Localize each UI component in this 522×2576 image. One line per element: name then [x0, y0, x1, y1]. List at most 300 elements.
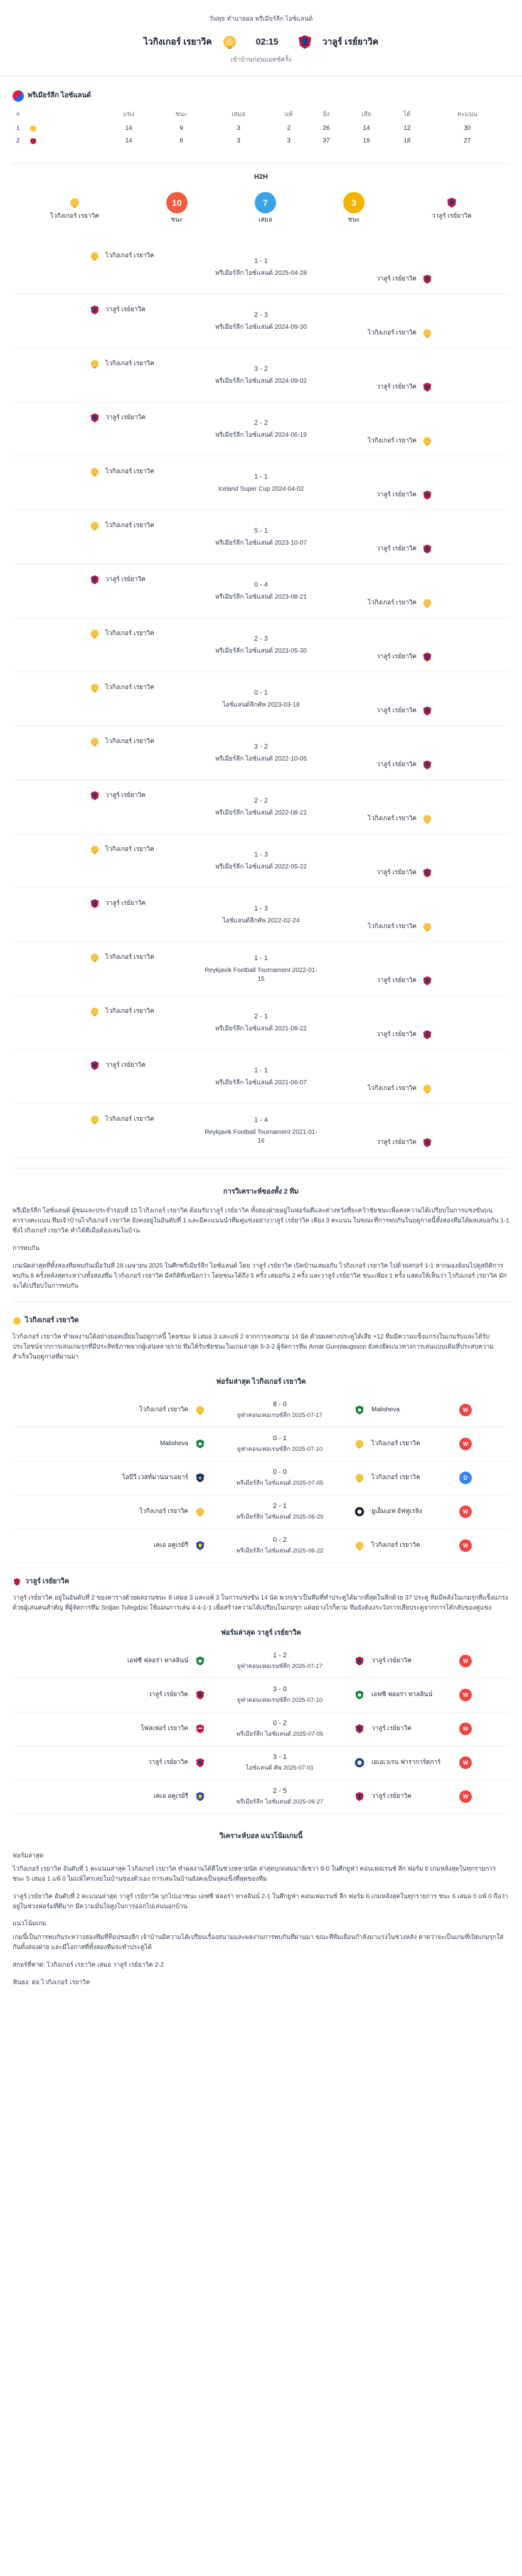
col-ga: เสีย: [361, 111, 371, 118]
red-crest-icon: [445, 196, 459, 210]
recent-match-row[interactable]: [13, 1679, 509, 1713]
col-pts: คะแนน: [457, 111, 477, 118]
h2h-center: [205, 419, 317, 440]
h2h-draws: [255, 192, 276, 225]
yellow-crest-icon: [88, 357, 102, 371]
h2h-team-name: ไวกิงเกอร์ เรยาวิค: [368, 599, 417, 606]
match-meta: วันพุธ ทำนายผล พรีเมียร์ลีก ไอซ์แลนด์: [209, 16, 313, 23]
red-crest-icon: [420, 1136, 434, 1150]
h2h-right-team: [317, 1136, 434, 1150]
row-gf: 37: [322, 137, 330, 144]
h2h-right-team: [317, 974, 434, 988]
analysis-paragraph-1: พรีเมียร์ลีก ไอซ์แลนด์ ผู้ชมและประจำรอบที่ 15 ไวกิงเกอร์ เรยาวิค ต้อนรับวาลูร์ เรย์ยาวิค ทั้งสองฝ่ายอยู่ในฟอร์มดีและต่างหวังที่จะคว้าชัยชนะเพื่อคงความได้เปรียบในการแข่งขันบนตารางคะแนน ทีมเจ้าบ้านไวกิงเกอร์ เรยาวิค ยังคงอยู่ในอันดับที่ 1 และมีคะแนนนำทีมคู่แข่งอย่างวาลูร์ เรย์ยาวิค เพียง 3 คะแนน ในขณะที่การพบกันในฤดูกาลนี้ทั้งสองทีมได้ผลเสมอกัน 1-1 ซึ่งไวกิงเกอร์ เรยาวิค ทำได้ดีเมื่อต้องเล่นในบ้าน: [13, 1207, 509, 1234]
recent-score: 3 - 1: [272, 1753, 287, 1761]
recent-match-row[interactable]: [13, 1713, 509, 1746]
recent-away-name: วาลูร์ เรย์ยาวิค: [371, 1792, 412, 1800]
red-crest-icon: [420, 488, 434, 502]
h2h-team-name: วาลูร์ เรย์ยาวิค: [376, 707, 417, 714]
draws-label: เสมอ: [258, 216, 272, 224]
navy-crest-icon: [353, 1756, 366, 1770]
yellow-crest-icon: [420, 434, 434, 448]
h2h-match-row[interactable]: [13, 996, 509, 1050]
h2h-competition-date: พรีเมียร์ลีก ไอซ์แลนด์ 2023-05-30: [215, 648, 307, 655]
h2h-left-team: [88, 465, 205, 479]
recent-center: [207, 1536, 353, 1556]
yellow-crest-icon: [420, 1082, 434, 1096]
table-row[interactable]: [13, 122, 509, 136]
recent-home-name: เคเอ อคูเรย์รี: [153, 1792, 188, 1800]
h2h-home-team[interactable]: [50, 196, 99, 222]
h2h-team-name: ไวกิงเกอร์ เรยาวิค: [368, 1084, 417, 1092]
h2h-center: [205, 904, 317, 926]
recent-competition-date: พรีเมียร์ลีก ไอซ์แลนด์ 2025-07-05: [236, 1480, 324, 1487]
yellow-crest-icon: [193, 1505, 207, 1519]
row-gd: 12: [403, 124, 411, 132]
col-team: [28, 108, 103, 122]
h2h-competition-date: ไอซ์แลนด์ลีกคัพ 2023-03-18: [222, 702, 300, 709]
h2h-left-team: [88, 573, 205, 587]
home-team-section-head: [13, 1316, 509, 1326]
h2h-team-name: ไวกิงเกอร์ เรยาวิค: [105, 521, 154, 529]
recent-competition-date: ยูฟ่าคอนเฟอเรนซ์ลีก 2025-07-10: [237, 1697, 322, 1704]
h2h-right-team: [317, 488, 434, 502]
red-crest-icon: [193, 1688, 207, 1702]
red-crest-icon: [420, 974, 434, 988]
recent-home-name: วาลูร์ เรย์ยาวิค: [148, 1758, 188, 1766]
h2h-team-name: วาลูร์ เรย์ยาวิค: [105, 414, 146, 421]
h2h-match-row[interactable]: [13, 780, 509, 834]
recent-away: [353, 1539, 447, 1553]
h2h-score: 2 - 2: [253, 419, 268, 427]
h2h-score: 2 - 3: [253, 311, 268, 319]
h2h-competition-date: ไอซ์แลนด์ลีกคัพ 2022-02-24: [222, 917, 300, 925]
recent-match-row[interactable]: [13, 1746, 509, 1780]
h2h-left-team: [88, 303, 205, 317]
home-recent-title: ฟอร์มล่าสุด ไวกิงเกอร์ เรยาวิค: [216, 1377, 306, 1386]
recent-away-name: ไวกิงเกอร์ เรยาวิค: [371, 1440, 420, 1447]
match-time: 02:15: [255, 36, 279, 47]
h2h-score: 2 - 3: [253, 635, 268, 643]
h2h-competition-date: พรีเมียร์ลีก ไอซ์แลนด์ 2024-09-02: [215, 378, 307, 385]
away-recent-list: [0, 1645, 522, 1814]
prediction-paragraph-2: วาลูร์ เรย์ยาวิค อันดับที่ 2 คะแนนล่าสุด วาลูร์ เรย์ยาวิค บุกไปเอาชนะ เอฟซี ฟลอร่า ทาลลินน์ 2-1 ในศึกยูฟ่า คอนเฟอเรนซ์ ลีก ฟอร์ม 6 เกมหลังสุดในทุกรายการ ชนะ 6 เสมอ 0 แพ้ 0 ถือว่าอยู่ในช่วงฟอร์มที่ดีมาก มีความมั่นใจสูงในการออกไปเล่นนอกบ้าน: [13, 1893, 508, 1911]
result-badge: W: [459, 1438, 472, 1450]
h2h-match-row[interactable]: [13, 402, 509, 456]
h2h-left-team: [88, 735, 205, 749]
h2h-center: [205, 526, 317, 548]
h2h-left-team: [88, 681, 205, 695]
h2h-right-team: [317, 812, 434, 826]
row-pos: 2: [16, 137, 20, 144]
h2h-score: 1 - 4: [253, 1116, 268, 1124]
prediction-title: วิเคราะห์บอล แนวโน้มเกมนี้: [219, 1832, 303, 1840]
dark-crest-icon: [193, 1471, 207, 1485]
h2h-team-name: ไวกิงเกอร์ เรยาวิค: [368, 922, 417, 930]
recent-home: [113, 1539, 207, 1553]
away-team-name[interactable]: วาลูร์ เรย์ยาวิค: [322, 36, 379, 47]
h2h-right-team: [317, 920, 434, 934]
h2h-center: [205, 850, 317, 872]
h2h-title: H2H: [253, 173, 268, 181]
col-pos: #: [16, 111, 20, 118]
h2h-score: 0 - 1: [253, 689, 268, 697]
h2h-score: 5 - 1: [253, 527, 268, 535]
h2h-score: 1 - 1: [253, 257, 268, 265]
recent-home: [113, 1654, 207, 1668]
col-gd: ได้: [403, 111, 411, 118]
home-section-name: ไวกิงเกอร์ เรยาวิค: [25, 1316, 79, 1324]
recent-match-row[interactable]: [13, 1645, 509, 1679]
recent-away-name: ไวกิงเกอร์ เรยาวิค: [371, 1474, 420, 1481]
recent-home: [113, 1471, 207, 1485]
magenta-crest-icon: [193, 1722, 207, 1736]
score-row: [0, 32, 522, 52]
result-badge: W: [459, 1655, 472, 1667]
recent-center: [207, 1502, 353, 1522]
h2h-center: [205, 365, 317, 386]
row-gd: 18: [403, 137, 411, 144]
yellow-crest-icon: [88, 465, 102, 479]
h2h-team-name: ไวกิงเกอร์ เรยาวิค: [368, 437, 417, 444]
h2h-left-team: [88, 897, 205, 911]
h2h-left-team: [88, 357, 205, 371]
yellow-crest-icon: [420, 812, 434, 826]
red-crest-icon: [353, 1654, 366, 1668]
h2h-match-row[interactable]: [13, 510, 509, 564]
h2h-center: [205, 473, 317, 494]
result-badge: W: [459, 1723, 472, 1735]
recent-home: [113, 1688, 207, 1702]
recent-away-name: เอฟซี ฟลอร่า ทาลลินน์: [371, 1691, 433, 1698]
recent-home-name: เคเอ อคูเรย์รี: [153, 1542, 188, 1549]
red-crest-icon: [420, 542, 434, 556]
h2h-team-name: ไวกิงเกอร์ เรยาวิค: [368, 329, 417, 336]
h2h-right-team: [317, 542, 434, 556]
recent-match-row[interactable]: [13, 1495, 509, 1529]
h2h-competition-date: Reykjavik Football Tournament 2022-01-15: [205, 966, 317, 983]
h2h-home-label: ไวกิงเกอร์ เรยาวิค: [50, 213, 99, 220]
yellow-crest-icon: [88, 627, 102, 641]
recent-match-row[interactable]: [13, 1780, 509, 1814]
h2h-match-row[interactable]: [13, 348, 509, 402]
recent-competition-date: ยูฟ่าคอนเฟอเรนซ์ลีก 2025-07-10: [237, 1446, 322, 1453]
h2h-match-row[interactable]: [13, 672, 509, 726]
recent-away: [353, 1756, 447, 1770]
h2h-team-name: ไวกิงเกอร์ เรยาวิค: [105, 629, 154, 637]
recent-away: [353, 1790, 447, 1804]
recent-center: [207, 1468, 353, 1488]
recent-competition-date: ยูฟ่าคอนเฟอเรนซ์ลีก 2025-07-17: [237, 1663, 322, 1670]
recent-home: [113, 1437, 207, 1451]
recent-match-row[interactable]: [13, 1529, 509, 1563]
result-badge: W: [459, 1404, 472, 1416]
result-badge: W: [459, 1689, 472, 1701]
result-badge: W: [459, 1756, 472, 1769]
red-crest-icon: [193, 1756, 207, 1770]
result-badge: W: [459, 1505, 472, 1518]
h2h-score: 1 - 1: [253, 954, 268, 962]
h2h-right-team: [317, 272, 434, 286]
recent-competition-date: ยูฟ่าคอนเฟอเรนซ์ลีก 2025-07-17: [237, 1412, 322, 1419]
home-team-paragraph: ไวกิงเกอร์ เรยาวิค ทำผลงานได้อย่างยอดเยี่ยมในฤดูกาลนี้ โดยชนะ 9 เสมอ 3 และแพ้ 2 จากการลงสนาม 14 นัด ด้วยผลต่างประตูได้เสีย +12 ทีมมีความแข็งแกร่งในเกมรับและได้รับประโยชน์จากการเล่นเกมรุกที่มีประสิทธิภาพจากผู้เล่นหลายราย ทีมได้รับชัยชนะในเกมล่าสุด 5-3-2 ผู้จัดการทีม Arnar Gunnlaugsson ยังคงยึดแนวทางการเล่นแบบเดิมที่ประสบความสำเร็จในฤดูกาลที่ผ่านมา: [13, 1333, 494, 1360]
standings-section: [13, 77, 509, 148]
h2h-team-name: วาลูร์ เรย์ยาวิค: [105, 575, 146, 583]
yellow-crest-icon: [13, 1317, 21, 1325]
red-crest-icon: [420, 704, 434, 718]
col-gf: ยิง: [322, 111, 330, 118]
red-crest-icon: [88, 789, 102, 803]
analysis-paragraph-2: การพบกัน: [13, 1244, 40, 1252]
recent-home-name: วาลูร์ เรย์ยาวิค: [148, 1691, 188, 1698]
recent-center: [207, 1787, 353, 1807]
recent-center: [207, 1719, 353, 1739]
h2h-competition-date: พรีเมียร์ลีก ไอซ์แลนด์ 2022-05-22: [215, 863, 307, 871]
home-team-name[interactable]: ไวกิงเกอร์ เรยาวิค: [143, 36, 212, 47]
recent-score: 0 - 2: [272, 1536, 287, 1544]
away-team-section-head: [13, 1577, 509, 1587]
recent-match-row[interactable]: [13, 1394, 509, 1428]
h2h-competition-date: พรีเมียร์ลีก ไอซ์แลนด์ 2024-09-30: [215, 324, 307, 331]
recent-away: [353, 1654, 447, 1668]
h2h-center: [205, 688, 317, 710]
recent-match-row[interactable]: [13, 1462, 509, 1495]
h2h-competition-date: พรีเมียร์ลีก ไอซ์แลนด์ 2021-08-22: [215, 1025, 307, 1033]
h2h-team-name: วาลูร์ เรย์ยาวิค: [376, 491, 417, 498]
h2h-team-name: ไวกิงเกอร์ เรยาวิค: [105, 737, 154, 745]
recent-home-name: ไวกิงเกอร์ เรยาวิค: [139, 1508, 188, 1515]
yellow-crest-icon: [420, 596, 434, 610]
recent-away-name: เยเอเวเรน ฟาราการ์ดการ์: [371, 1758, 441, 1766]
h2h-right-team: [317, 758, 434, 772]
recent-score: 8 - 0: [272, 1401, 287, 1409]
recent-score: 0 - 1: [272, 1435, 287, 1443]
h2h-score: 2 - 1: [253, 1013, 268, 1021]
row-played: 14: [125, 124, 132, 132]
h2h-center: [205, 796, 317, 818]
red-crest-icon: [88, 411, 102, 425]
h2h-score: 3 - 2: [253, 743, 268, 751]
h2h-team-name: วาลูร์ เรย์ยาวิค: [105, 1061, 146, 1069]
red-crest-icon: [353, 1790, 366, 1804]
result-badge: D: [459, 1472, 472, 1484]
prediction-subhead-trend: แนวโน้มเกม: [13, 1920, 46, 1928]
col-played: แข่ง: [123, 111, 135, 118]
row-pts: 30: [464, 124, 471, 132]
recent-home: [113, 1505, 207, 1519]
recent-competition-date: พรีเมียร์ลีก ไอซ์แลนด์ 2025-06-22: [236, 1547, 324, 1555]
h2h-score: 3 - 2: [253, 365, 268, 373]
recent-center: [207, 1753, 353, 1773]
row-lost: 3: [287, 137, 291, 144]
h2h-home-wins: [166, 192, 188, 225]
h2h-center: [205, 311, 317, 332]
h2h-team-name: วาลูร์ เรย์ยาวิค: [376, 868, 417, 876]
result-badge: W: [459, 1539, 472, 1552]
h2h-score: 2 - 2: [253, 797, 268, 805]
h2h-left-team: [88, 951, 205, 965]
row-draw: 3: [237, 124, 240, 132]
yellow-crest-icon: [193, 1403, 207, 1417]
home-recent-list: [0, 1394, 522, 1563]
recent-home-name: ไอบีวี เวสท์มานนาเอยาร์: [122, 1474, 188, 1481]
h2h-score: 0 - 4: [253, 581, 268, 589]
h2h-right-team: [317, 326, 434, 340]
league-header: [13, 77, 509, 108]
h2h-team-name: ไวกิงเกอร์ เรยาวิค: [105, 845, 154, 853]
red-crest-icon: [420, 650, 434, 664]
yellow-crest-icon: [88, 735, 102, 749]
h2h-away-wins: [343, 192, 365, 225]
yellow-crest-icon: [353, 1471, 366, 1485]
h2h-center: [205, 1066, 317, 1088]
h2h-center: [205, 954, 317, 985]
h2h-right-team: [317, 1082, 434, 1096]
green-crest-icon: [193, 1437, 207, 1451]
h2h-center: [205, 742, 317, 764]
green-crest-icon: [353, 1403, 366, 1417]
away-wins-bubble: 3: [343, 192, 365, 213]
h2h-left-team: [88, 1005, 205, 1018]
yellow-crest-icon: [88, 1113, 102, 1126]
col-draw: เสมอ: [232, 111, 246, 118]
h2h-team-name: วาลูร์ เรย์ยาวิค: [105, 791, 146, 799]
h2h-team-name: วาลูร์ เรย์ยาวิค: [376, 545, 417, 552]
h2h-team-name: วาลูร์ เรย์ยาวิค: [105, 306, 146, 313]
yellow-crest-icon: [88, 1005, 102, 1018]
h2h-team-name: วาลูร์ เรย์ยาวิค: [376, 275, 417, 282]
red-crest-icon: [420, 866, 434, 880]
blue-crest-icon: [193, 1790, 207, 1804]
h2h-score: 1 - 3: [253, 905, 268, 913]
recent-competition-date: ไอซ์แลนด์ คัพ 2025-07-01: [245, 1765, 314, 1772]
h2h-left-team: [88, 627, 205, 641]
recent-score: 3 - 0: [272, 1686, 287, 1694]
h2h-left-team: [88, 411, 205, 425]
h2h-center: [205, 634, 317, 656]
recent-score: 1 - 2: [272, 1652, 287, 1660]
row-ga: 14: [363, 124, 370, 132]
h2h-score: 1 - 3: [253, 851, 268, 859]
h2h-match-row[interactable]: [13, 240, 509, 294]
recent-match-row[interactable]: [13, 1428, 509, 1462]
yellow-crest-icon: [420, 326, 434, 340]
h2h-team-name: ไวกิงเกอร์ เรยาวิค: [105, 953, 154, 961]
recent-home-name: โฟลเฟอร์ เรยาวิค: [141, 1724, 188, 1732]
h2h-score: 1 - 1: [253, 1067, 268, 1075]
h2h-team-name: วาลูร์ เรย์ยาวิค: [376, 761, 417, 768]
yellow-crest-icon: [88, 843, 102, 857]
recent-away: [353, 1471, 447, 1485]
h2h-match-row[interactable]: [13, 726, 509, 780]
red-crest-icon: [88, 897, 102, 911]
h2h-right-team: [317, 434, 434, 448]
yellow-crest-icon: [353, 1539, 366, 1553]
red-crest-icon: [88, 1059, 102, 1072]
prediction-paragraph-1: ไวกิงเกอร์ เรยาวิค อันดับที่ 1 คะแนนล่าสุด ไวกิงเกอร์ เรยาวิค ทำผลงานได้ดีในช่วงหลายนัด ล่าสุดบุกถล่มมาลิเชวา 8-0 ในศึกยูฟ่า คอนเฟอเรนซ์ ลีก ฟอร์ม 6 เกมหลังสุดในทุกรายการ ชนะ 5 เสมอ 1 แพ้ 0 ไม่แพ้ใครเลยในบ้านของตัวเอง การเล่นในบ้านยังคงเป็นจุดแข็งที่สุดของทีม: [13, 1866, 496, 1883]
h2h-right-team: [317, 866, 434, 880]
standings-header-row: [13, 108, 509, 122]
h2h-match-row[interactable]: [13, 1104, 509, 1158]
recent-home: [113, 1756, 207, 1770]
row-won: 8: [179, 137, 183, 144]
row-ga: 19: [363, 137, 370, 144]
analysis-title: การวิเคราะห์ของทั้ง 2 ทีม: [223, 1187, 299, 1195]
recent-competition-date: พรีเมียร์ลีก ไอซ์แลนด์ 2025-06-29: [236, 1514, 324, 1521]
h2h-match-row[interactable]: [13, 456, 509, 510]
recent-away-name: วาลูร์ เรย์ยาวิค: [371, 1724, 412, 1732]
h2h-left-team: [88, 1113, 205, 1126]
h2h-competition-date: พรีเมียร์ลีก ไอซ์แลนด์ 2025-04-28: [215, 270, 307, 277]
recent-home-name: ไวกิงเกอร์ เรยาวิค: [139, 1406, 188, 1413]
recent-center: [207, 1434, 353, 1454]
row-draw: 3: [237, 137, 240, 144]
recent-away-name: วาลูร์ เรย์ยาวิค: [371, 1657, 412, 1664]
h2h-match-row[interactable]: [13, 1050, 509, 1104]
recent-away-name: ยูเอ็มเอฟ อัฟทูเรลิง: [371, 1508, 422, 1515]
h2h-match-row[interactable]: [13, 294, 509, 348]
col-lost: แพ้: [284, 111, 293, 118]
row-team: [28, 122, 103, 136]
red-crest-icon: [29, 137, 38, 146]
yellow-crest-icon: [420, 920, 434, 934]
h2h-section: [13, 163, 509, 1158]
h2h-team-name: ไวกิงเกอร์ เรยาวิค: [105, 1115, 154, 1123]
h2h-summary: [13, 192, 509, 225]
h2h-match-row[interactable]: [13, 618, 509, 672]
h2h-away-label: วาลูร์ เรย์ยาวิค: [432, 213, 472, 220]
h2h-match-row[interactable]: [13, 564, 509, 618]
h2h-team-name: ไวกิงเกอร์ เรยาวิค: [105, 360, 154, 367]
red-crest-icon: [420, 1028, 434, 1042]
row-won: 9: [179, 124, 183, 132]
h2h-team-name: วาลูร์ เรย์ยาวิค: [376, 653, 417, 660]
yellow-crest-icon: [88, 681, 102, 695]
h2h-competition-date: พรีเมียร์ลีก ไอซ์แลนด์ 2024-06-19: [215, 432, 307, 439]
prediction-pick: ฟันธง: ต่อ ไวกิงเกอร์ เรยาวิค: [13, 1979, 90, 1986]
h2h-team-name: ไวกิงเกอร์ เรยาวิค: [368, 815, 417, 822]
h2h-team-name: ไวกิงเกอร์ เรยาวิค: [105, 252, 154, 259]
h2h-competition-date: Iceland Super Cup 2024-04-02: [218, 486, 304, 493]
h2h-right-team: [317, 650, 434, 664]
recent-away: [353, 1403, 447, 1417]
red-crest-icon: [420, 380, 434, 394]
row-played: 14: [125, 137, 132, 144]
h2h-competition-date: พรีเมียร์ลีก ไอซ์แลนด์ 2022-08-22: [215, 810, 307, 817]
league-name[interactable]: พรีเมียร์ลีก ไอซ์แลนด์: [28, 92, 92, 100]
h2h-left-team: [88, 519, 205, 533]
prediction-subhead-form: ฟอร์มล่าสุด: [13, 1852, 44, 1859]
away-crest-icon: [295, 32, 315, 52]
recent-score: 0 - 0: [272, 1468, 287, 1477]
recent-score: 2 - 5: [272, 1787, 287, 1795]
h2h-competition-date: พรีเมียร์ลีก ไอซ์แลนด์ 2023-08-21: [215, 594, 307, 601]
analysis-paragraph-3: เกมนัดล่าสุดที่ทั้งสองทีมพบกันเมื่อวันที่ 28 เมษายน 2025 ในศึกพรีเมียร์ลีก ไอซ์แลนด์ โดย วาลูร์ เรย์ยาวิค เปิดบ้านเสมอกับ ไวกิงเกอร์ เรยาวิค ไปด้วยสกอร์ 1-1 หากมองย้อนไปดูสถิติการพบกัน 8 ครั้งหลังสุดระหว่างทั้งสองทีม ไวกิงเกอร์ เรยาวิค มีสถิติที่เหนือกว่า โดยชนะได้ถึง 5 ครั้ง เสมอกัน 2 ครั้ง และวาลูร์ เรย์ยาวิค ชนะเพียง 1 ครั้ง แสดงให้เห็นว่า ไวกิงเกอร์ เรยาวิค มักจะได้เปรียบในการพบกัน: [13, 1262, 507, 1290]
green-crest-icon: [193, 1654, 207, 1668]
h2h-away-team[interactable]: [432, 196, 472, 222]
h2h-match-row[interactable]: [13, 888, 509, 942]
standings-table: [13, 108, 509, 148]
prediction-paragraph-3: เกมนี้เป็นการพบกันระหว่างสองทีมที่ท็อปของลีก เจ้าบ้านมีความได้เปรียบเรื่องสนามและผลงานการพบกันที่ผ่านมา ขณะที่ทีมเยือนกำลังมาแรงในช่วงหลัง คาดว่าจะเป็นเกมที่เปิดเกมรุกใส่กันทั้งสองฝ่าย และมีโอกาสที่ทั้งสองทีมจะทำประตูได้: [13, 1933, 504, 1951]
recent-away: [353, 1722, 447, 1736]
recent-away-name: ไวกิงเกอร์ เรยาวิค: [371, 1542, 420, 1549]
h2h-competition-date: Reykjavik Football Tournament 2021-01-16: [205, 1128, 317, 1145]
recent-away: [353, 1437, 447, 1451]
h2h-match-row[interactable]: [13, 834, 509, 888]
h2h-match-row[interactable]: [13, 942, 509, 996]
away-recent-title: ฟอร์มล่าสุด วาลูร์ เรย์ยาวิค: [221, 1628, 301, 1637]
table-row[interactable]: [13, 135, 509, 148]
h2h-center: [205, 1012, 317, 1034]
